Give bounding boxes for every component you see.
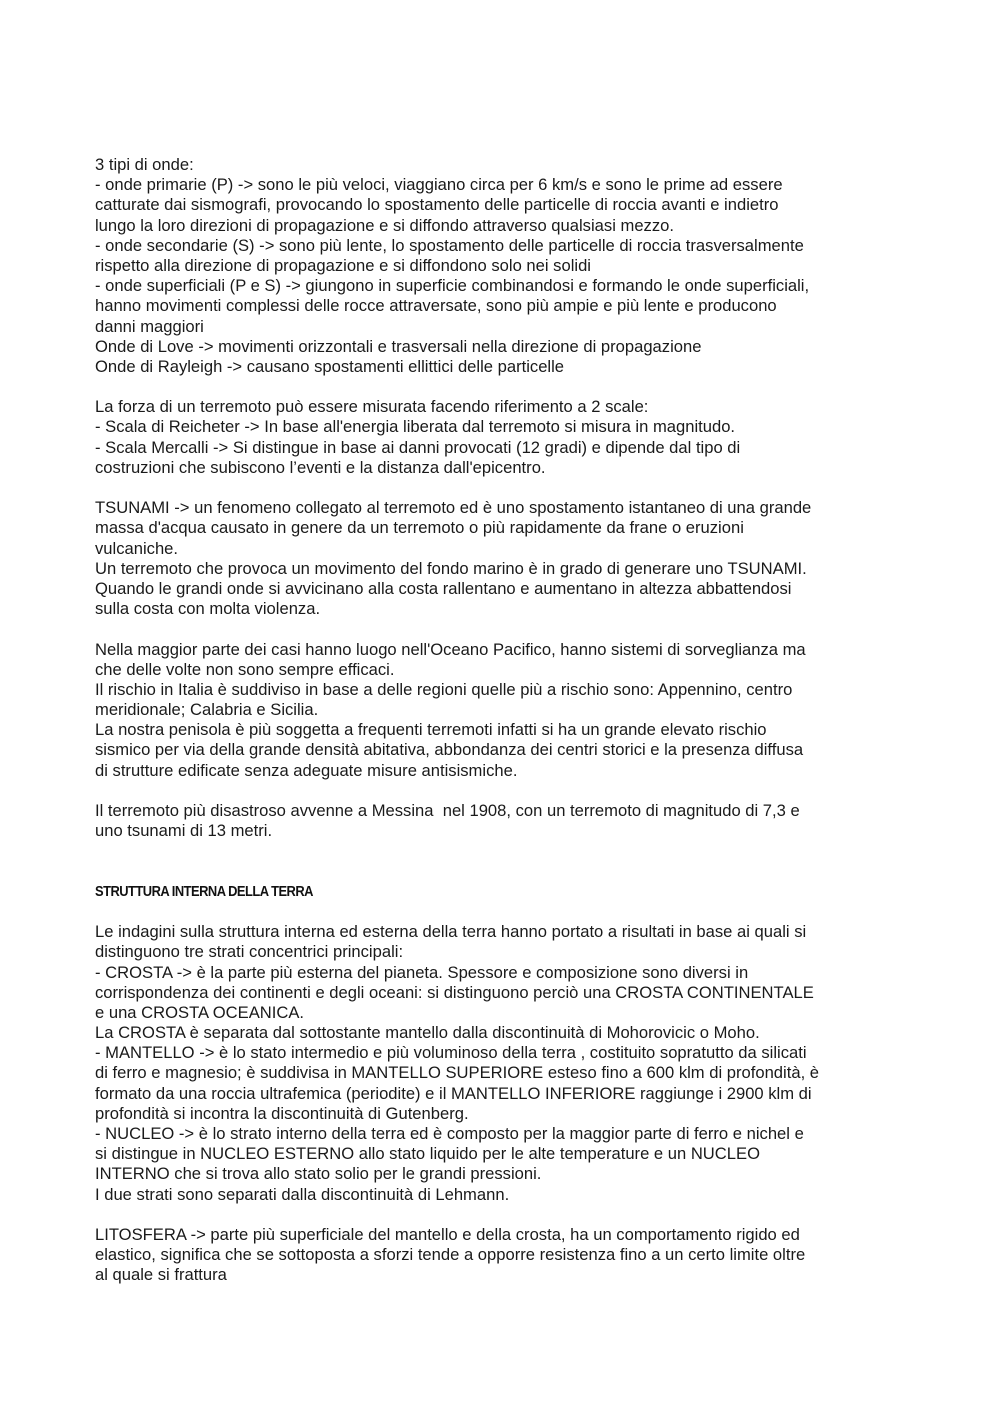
text-line: I due strati sono separati dalla discontinuità di Lehmann. bbox=[95, 1184, 510, 1204]
paragraph-scale bbox=[95, 397, 925, 478]
paragraph-tsunami bbox=[95, 498, 925, 619]
text-line: Onde di Love -> movimenti orizzontali e trasversali nella direzione di propagazione bbox=[95, 336, 702, 356]
text-line: di ferro e magnesio; è suddivisa in MANTELLO SUPERIORE esteso fino a 600 klm di profondità, è bbox=[95, 1063, 820, 1083]
text-line: rispetto alla direzione di propagazione e si diffondono solo nei solidi bbox=[95, 255, 591, 275]
text-line: INTERNO che si trova allo stato solio per le grandi pressioni. bbox=[95, 1164, 542, 1184]
text-line: TSUNAMI -> un fenomeno collegato al terremoto ed è uno spostamento istantaneo di una grande bbox=[95, 498, 812, 518]
text-line: profondità si incontra la discontinuità di Gutenberg. bbox=[95, 1103, 469, 1123]
text-line: distinguono tre strati concentrici principali: bbox=[95, 942, 404, 962]
text-line: uno tsunami di 13 metri. bbox=[95, 821, 273, 841]
text-line: al quale si frattura bbox=[95, 1265, 227, 1285]
paragraph-spacer bbox=[95, 478, 925, 498]
text-line: elastico, significa che se sottoposta a sforzi tende a opporre resistenza fino a un certo limite oltre bbox=[95, 1245, 806, 1265]
text-line: - NUCLEO -> è lo strato interno della terra ed è composto per la maggior parte di ferro e nichel e bbox=[95, 1124, 804, 1144]
paragraph-litosfera bbox=[95, 1225, 925, 1286]
text-line: Un terremoto che provoca un movimento del fondo marino è in grado di generare uno TSUNAMI. bbox=[95, 558, 807, 578]
text-line: formato da una roccia ultrafemica (periodite) e il MANTELLO INFERIORE raggiunge i 2900 klm di bbox=[95, 1083, 812, 1103]
text-line: - MANTELLO -> è lo stato intermedio e più voluminoso della terra , costituito sopratutto da silicati bbox=[95, 1043, 807, 1063]
paragraph-spacer bbox=[95, 1205, 925, 1225]
paragraph-rischio bbox=[95, 640, 925, 781]
text-line: 3 tipi di onde: bbox=[95, 155, 194, 174]
text-line: che delle volte non sono sempre efficaci. bbox=[95, 659, 395, 679]
text-line: massa d'acqua causato in genere da un terremoto o più rapidamente da frane o eruzioni bbox=[95, 518, 744, 538]
text-line: Le indagini sulla struttura interna ed esterna della terra hanno portato a risultati in base ai quali si bbox=[95, 922, 807, 942]
text-line: Onde di Rayleigh -> causano spostamenti ellittici delle particelle bbox=[95, 356, 565, 376]
text-line: LITOSFERA -> parte più superficiale del mantello e della crosta, ha un comportamento rigido ed bbox=[95, 1224, 800, 1244]
text-line: - Scala di Reicheter -> In base all'energia liberata dal terremoto si misura in magnitudo. bbox=[95, 417, 736, 437]
document-page bbox=[95, 155, 925, 1286]
text-line: sulla costa con molta violenza. bbox=[95, 599, 321, 619]
text-line: meridionale; Calabria e Sicilia. bbox=[95, 700, 319, 720]
text-line: hanno movimenti complessi delle rocce attraversate, sono più ampie e più lente e producono bbox=[95, 296, 777, 316]
text-line: danni maggiori bbox=[95, 316, 204, 336]
paragraph-spacer bbox=[95, 902, 925, 922]
text-line: La forza di un terremoto può essere misurata facendo riferimento a 2 scale: bbox=[95, 397, 649, 417]
text-line: costruzioni che subiscono l’eventi e la distanza dall'epicentro. bbox=[95, 457, 546, 477]
text-line: lungo la loro direzioni di propagazione e si diffondo attraverso qualsiasi mezzo. bbox=[95, 215, 674, 235]
text-line: vulcaniche. bbox=[95, 538, 179, 558]
text-line: corrispondenza dei continenti e degli oceani: si distinguono perciò una CROSTA CONTINENTALE bbox=[95, 982, 814, 1002]
paragraph-spacer bbox=[95, 781, 925, 801]
paragraph-onde bbox=[95, 155, 925, 377]
text-line: La CROSTA è separata dal sottostante mantello dalla discontinuità di Mohorovicic o Moho. bbox=[95, 1023, 760, 1043]
text-line: si distingue in NUCLEO ESTERNO allo stato liquido per le alte temperature e un NUCLEO bbox=[95, 1144, 760, 1164]
paragraph-spacer bbox=[95, 841, 925, 881]
text-line: catturate dai sismografi, provocando lo spostamento delle particelle di roccia avanti e indietro bbox=[95, 195, 779, 215]
section-heading: STRUTTURA INTERNA DELLA TERRA bbox=[95, 882, 313, 900]
text-line: La nostra penisola è più soggetta a frequenti terremoti infatti si ha un grande elevato rischio bbox=[95, 720, 767, 740]
text-line: Quando le grandi onde si avvicinano alla costa rallentano e aumentano in altezza abbattendosi bbox=[95, 578, 792, 598]
text-line: di strutture edificate senza adeguate misure antisismiche. bbox=[95, 760, 518, 780]
text-line: e una CROSTA OCEANICA. bbox=[95, 1002, 305, 1022]
text-line: Il rischio in Italia è suddiviso in base a delle regioni quelle più a rischio sono: Appennino, centro bbox=[95, 679, 793, 699]
paragraph-spacer bbox=[95, 377, 925, 397]
text-line: - onde primarie (P) -> sono le più veloci, viaggiano circa per 6 km/s e sono le prime ad essere bbox=[95, 175, 783, 195]
text-line: Nella maggior parte dei casi hanno luogo nell'Oceano Pacifico, hanno sistemi di sorveglianza ma bbox=[95, 639, 806, 659]
text-line: - CROSTA -> è la parte più esterna del pianeta. Spessore e composizione sono diversi in bbox=[95, 962, 749, 982]
paragraph-messina bbox=[95, 801, 925, 841]
text-line: - Scala Mercalli -> Si distingue in base ai danni provocati (12 gradi) e dipende dal tipo di bbox=[95, 437, 741, 457]
text-line: - onde secondarie (S) -> sono più lente, lo spostamento delle particelle di roccia trasversalmente bbox=[95, 235, 804, 255]
text-line: sismico per via della grande densità abitativa, abbondanza dei centri storici e la presenza diffusa bbox=[95, 740, 804, 760]
paragraph-spacer bbox=[95, 619, 925, 639]
text-line: Il terremoto più disastroso avvenne a Messina nel 1908, con un terremoto di magnitudo di 7,3 e bbox=[95, 801, 800, 820]
text-line: - onde superficiali (P e S) -> giungono in superficie combinandosi e formando le onde superficiali, bbox=[95, 276, 810, 296]
paragraph-struttura bbox=[95, 922, 925, 1205]
